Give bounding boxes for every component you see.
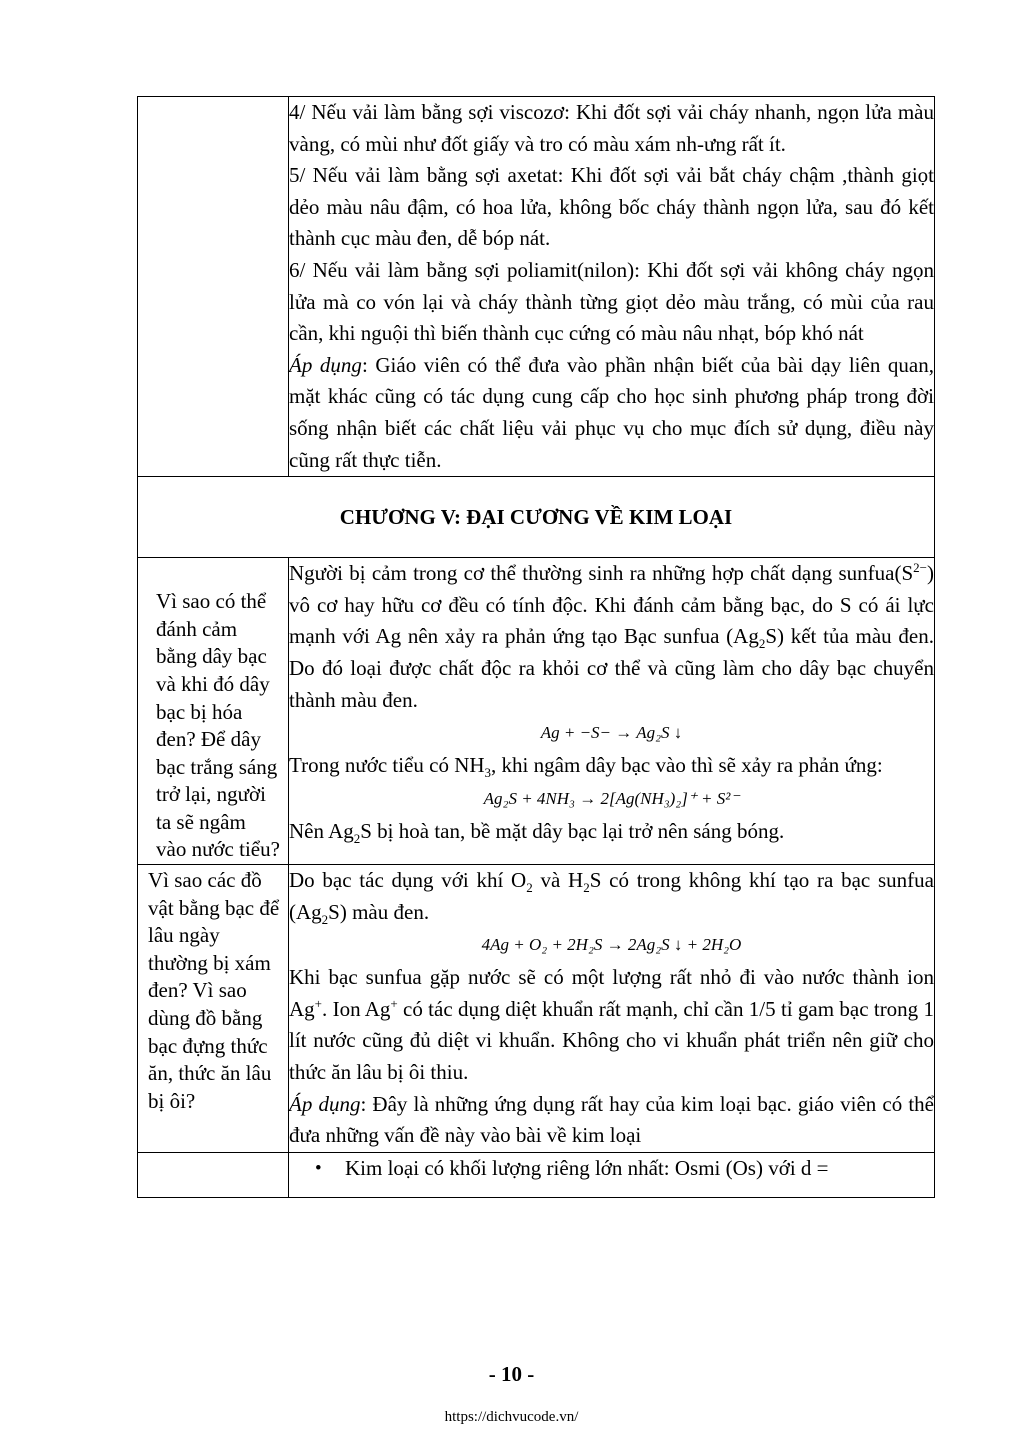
bullet-item	[289, 1153, 934, 1185]
text: . Ion Ag	[322, 996, 391, 1021]
apply-text: : Đây là những ứng dụng rất hay của kim loại bạc. giáo viên có thể đưa những vấn đề này vào bài về kim loại	[289, 1091, 935, 1148]
question-silver-poison: Vì sao có thể đánh cảm bằng dây bạc và khi đó dây bạc bị hóa đen? Để dây bạc trắng sáng trở lại, người ta sẽ ngâm vào nước tiểu?	[156, 589, 280, 862]
chapter-cell	[138, 477, 935, 558]
paragraph-acetate: 5/ Nếu vải làm bằng sợi axetat: Khi đốt sợi vải bắt cháy chậm ,thành giọt dẻo màu nâu đậm, có hoa lửa, không bốc cháy thành ngọn lửa, sau đó kết thành cục màu đen, dễ bóp nát.	[289, 163, 934, 251]
answer-cell	[289, 558, 935, 865]
subscript: 2	[321, 911, 329, 927]
apply-label: Áp dụng	[289, 352, 362, 377]
answer-cell	[289, 1152, 935, 1197]
answer-silver-poison	[289, 558, 934, 847]
subscript: 2	[758, 636, 766, 652]
content-table	[137, 96, 935, 1198]
question-cell	[138, 865, 289, 1153]
chapter-title: CHƯƠNG V: ĐẠI CƯƠNG VỀ KIM LOẠI	[339, 504, 733, 529]
subscript: 2	[526, 880, 533, 896]
fabric-identification-text	[289, 97, 934, 476]
text: có tác dụng diệt khuẩn rất mạnh, chỉ cần 1/5 tỉ gam bạc trong 1 lít nước cũng đủ diệt vi khuẩn. Không cho vi khuẩn phát triển nên giữ cho thức ăn lâu bị ôi thiu.	[289, 996, 934, 1085]
paragraph-apply	[289, 1089, 934, 1152]
paragraph-ammonia	[289, 750, 934, 782]
apply-label: Áp dụng	[289, 1091, 361, 1116]
text: Trong nước tiểu có NH	[289, 753, 485, 778]
paragraph-polyamide: 6/ Nếu vải làm bằng sợi poliamit(nilon): Khi đốt sợi vải không cháy ngọn lửa mà co vón lại và cháy thành từng giọt dẻo màu trắng, có mùi của rau cần, khi nguội thì biến thành cục cứng có màu nâu nhạt, bóp khó nát	[289, 257, 934, 346]
empty-question-cell	[138, 1152, 289, 1197]
text: S) màu đen.	[328, 899, 430, 924]
paragraph-antibacterial	[289, 962, 934, 1088]
paragraph-apply	[289, 350, 934, 476]
table-row	[138, 558, 935, 865]
superscript: 2−	[913, 560, 927, 576]
text: S) kết tủa màu đen. Do đó loại được chất độc ra khỏi cơ thể và cũng làm cho dây bạc chuyển thành màu đen.	[289, 624, 934, 712]
text: và H	[532, 868, 584, 893]
table-row	[138, 865, 935, 1153]
equation-1: Ag + −S− → Ag₂S ↓	[540, 723, 683, 743]
empty-question-cell	[138, 97, 289, 477]
text: ) vô cơ hay hữu cơ đều có tính độc. Khi đánh cảm bằng bạc, do S có ái lực mạnh với Ag nên xảy ra phản ứng tạo Bạc sunfua (Ag	[289, 561, 934, 649]
paragraph-sulfide	[289, 558, 934, 716]
text: Nên Ag	[289, 818, 354, 843]
question-cell	[138, 558, 289, 865]
text: Người bị cảm trong cơ thể thường sinh ra những hợp chất dạng sunfua(S	[289, 561, 914, 586]
superscript: +	[314, 995, 323, 1011]
bullet-dot-icon: •	[315, 1157, 322, 1179]
page-number: - 10 -	[488, 1362, 535, 1386]
paragraph-viscose: 4/ Nếu vải làm bằng sợi viscozơ: Khi đốt sợi vải cháy nhanh, ngọn lửa màu vàng, có mùi như đốt giấy và tro có màu xám nh-ưng rất ít.	[289, 100, 934, 156]
bullet-text: Kim loại có khối lượng riêng lớn nhất: Osmi (Os) với d =	[345, 1155, 829, 1180]
paragraph-oxidation	[289, 865, 934, 928]
equation-2: Ag₂S + 4NH₃ → 2[Ag(NH₃)₂]⁺ + S²⁻	[483, 788, 740, 808]
paragraph-result	[289, 816, 934, 848]
text: S có trong không khí tạo ra bạc sunfua (Ag	[289, 868, 934, 924]
answer-cell	[289, 97, 935, 477]
text: , khi ngâm dây bạc vào thì sẽ xảy ra phản ứng:	[491, 753, 883, 778]
table-row	[138, 97, 935, 477]
subscript: 2	[353, 830, 361, 846]
subscript: 3	[484, 765, 492, 781]
table-row	[138, 477, 935, 558]
table-row	[138, 1152, 935, 1197]
footer-url[interactable]: https://dichvucode.vn/	[444, 1409, 579, 1425]
question-silver-dark: Vì sao các đồ vật bằng bạc để lâu ngày thường bị xám đen? Vì sao dùng đồ bằng bạc đựng thức ăn, thức ăn lâu bị ôi?	[148, 868, 280, 1113]
text: S bị hoà tan, bề mặt dây bạc lại trở nên sáng bóng.	[360, 818, 785, 843]
text: Khi bạc sunfua gặp nước sẽ có một lượng rất nhỏ đi vào nước thành ion Ag	[289, 965, 934, 1021]
text: Do bạc tác dụng với khí O	[289, 868, 527, 893]
answer-silver-dark	[289, 865, 934, 1152]
apply-text: : Giáo viên có thể đưa vào phần nhận biết của bài dạy liên quan, mặt khác cũng có tác dụng cung cấp cho học sinh phương pháp trong đời sống nhận biết các chất liệu vải phục vụ cho mục đích sử dụng, điều này cũng rất thực tiễn.	[289, 352, 935, 472]
subscript: 2	[583, 880, 590, 896]
equation-3: 4Ag + O₂ + 2H₂S → 2Ag₂S ↓ + 2H₂O	[481, 935, 742, 955]
answer-cell	[289, 865, 935, 1153]
superscript: +	[390, 995, 398, 1011]
